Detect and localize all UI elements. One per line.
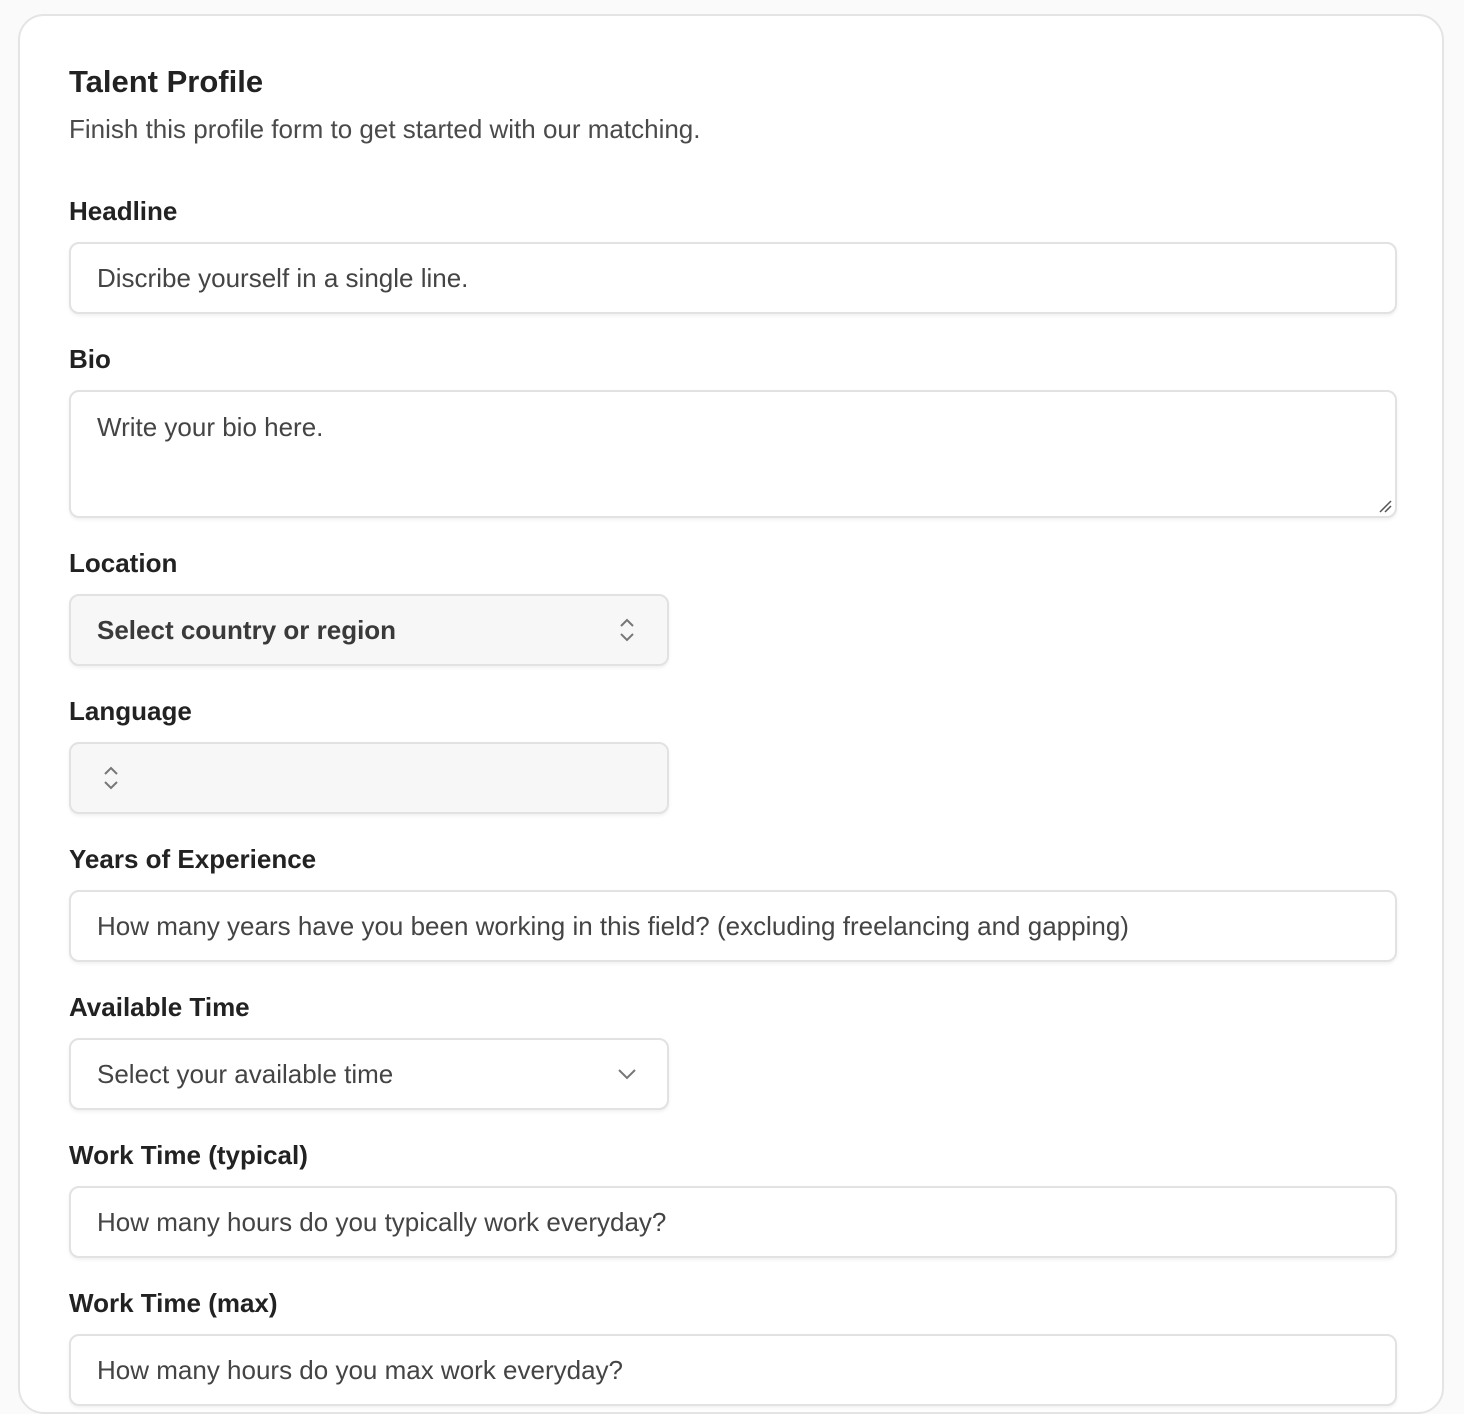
available-time-selected-value: Select your available time	[97, 1059, 394, 1089]
work-time-typical-input[interactable]	[69, 1186, 1397, 1258]
bio-textarea[interactable]	[69, 390, 1397, 518]
work-time-max-label: Work Time (max)	[69, 1288, 278, 1318]
language-select[interactable]	[69, 742, 669, 814]
headline-label: Headline	[69, 196, 178, 226]
work-time-max-input[interactable]	[69, 1334, 1397, 1406]
bio-placeholder: Write your bio here.	[97, 412, 324, 442]
work-time-typical-label: Work Time (typical)	[69, 1140, 308, 1170]
bio-label: Bio	[69, 344, 111, 374]
location-selected-value: Select country or region	[97, 615, 397, 645]
up-down-chevron-icon	[615, 596, 639, 664]
years-of-experience-label: Years of Experience	[69, 844, 317, 874]
up-down-chevron-icon	[99, 744, 123, 812]
resize-grip-icon[interactable]	[1378, 499, 1392, 513]
form-subtitle: Finish this profile form to get started with our matching.	[69, 114, 701, 144]
years-of-experience-input[interactable]	[69, 890, 1397, 962]
available-time-label: Available Time	[69, 992, 250, 1022]
location-select[interactable]	[69, 594, 669, 666]
work-time-max-placeholder: How many hours do you max work everyday?	[97, 1355, 624, 1385]
work-time-typical-placeholder: How many hours do you typically work everyday?	[97, 1207, 667, 1237]
form-title: Talent Profile	[69, 64, 264, 99]
chevron-down-icon	[615, 1040, 639, 1108]
headline-placeholder: Discribe yourself in a single line.	[97, 263, 469, 293]
location-label: Location	[69, 548, 178, 578]
headline-input[interactable]	[69, 242, 1397, 314]
talent-profile-card	[18, 14, 1444, 1414]
language-label: Language	[69, 696, 192, 726]
years-of-experience-placeholder: How many years have you been working in this field? (excluding freelancing and gapping)	[97, 911, 1129, 941]
available-time-select[interactable]	[69, 1038, 669, 1110]
